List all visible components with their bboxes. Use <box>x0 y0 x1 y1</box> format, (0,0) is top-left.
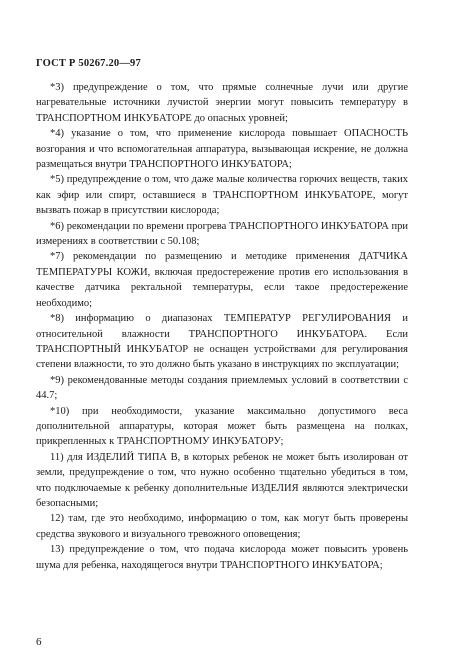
list-item-10: *10) при необходимости, указание максимально допустимого веса дополнительной аппаратуры, которая может быть размещена на полках, прикрепленных к ТРАНСПОРТНОМУ ИНКУБАТОРУ; <box>36 405 408 448</box>
list-item-6: *6) рекомендации по времени прогрева ТРАНСПОРТНОГО ИНКУБАТОРА при измерениях в соответствии с 50.108; <box>36 220 408 248</box>
list-item-4: *4) указание о том, что применение кислорода повышает ОПАСНОСТЬ возгорания и что вспомогательная аппаратура, вызывающая искрение, не должна размещаться внутри ТРАНСПОРТНОГО ИНКУБАТОРА; <box>36 128 408 171</box>
list-item-8: *8) информацию о диапазонах ТЕМПЕРАТУР РЕГУЛИРОВАНИЯ и относительной влажности ТРАНСПОРТНОГО ИНКУБАТОРА. Если ТРАНСПОРТНЫЙ ИНКУБАТОР не оснащен устройствами для регулирования степени влажности, то это должно быть указано в инструкциях по эксплуатации; <box>36 313 408 371</box>
list-item-9: *9) рекомендованные методы создания приемлемых условий в соответствии с 44.7; <box>36 374 408 402</box>
list-item-12: 12) там, где это необходимо, информацию о том, как могут быть проверены средства звукового и визуального тревожного оповещения; <box>36 513 408 540</box>
list-item-13: 13) предупреждение о том, что подача кислорода может повысить уровень шума для ребенка, находящегося внутри ТРАНСПОРТНОГО ИНКУБАТОРА; <box>36 544 408 571</box>
list-item-5: *5) предупреждение о том, что даже малые количества горючих веществ, таких как эфир или спирт, оставшиеся в ТРАНСПОРТНОМ ИНКУБАТОРЕ, могут вызвать пожар в присутствии кислорода; <box>36 174 408 217</box>
list-item-3: *3) предупреждение о том, что прямые солнечные лучи или другие нагревательные источники лучистой энергии могут повысить температуру в ТРАНСПОРТНОМ ИНКУБАТОРЕ до опасных уровней; <box>36 82 408 124</box>
document-body <box>36 80 408 573</box>
list-item-11: 11) для ИЗДЕЛИЙ ТИПА В, в которых ребенок не может быть изолирован от земли, предупреждение о том, что нужно особенно тщательно убедиться в том, что подключаемые к ребенку дополнительные ИЗДЕЛИЯ являются электрически безопасными; <box>36 451 408 509</box>
page-number: 6 <box>36 636 42 648</box>
document-header: ГОСТ Р 50267.20—97 <box>36 58 141 69</box>
list-item-7: *7) рекомендации по размещению и методике применения ДАТЧИКА ТЕМПЕРАТУРЫ КОЖИ, включая предостережение против его использования в качестве датчика ректальной температуры, если такое предостережение необходимо; <box>36 251 408 309</box>
